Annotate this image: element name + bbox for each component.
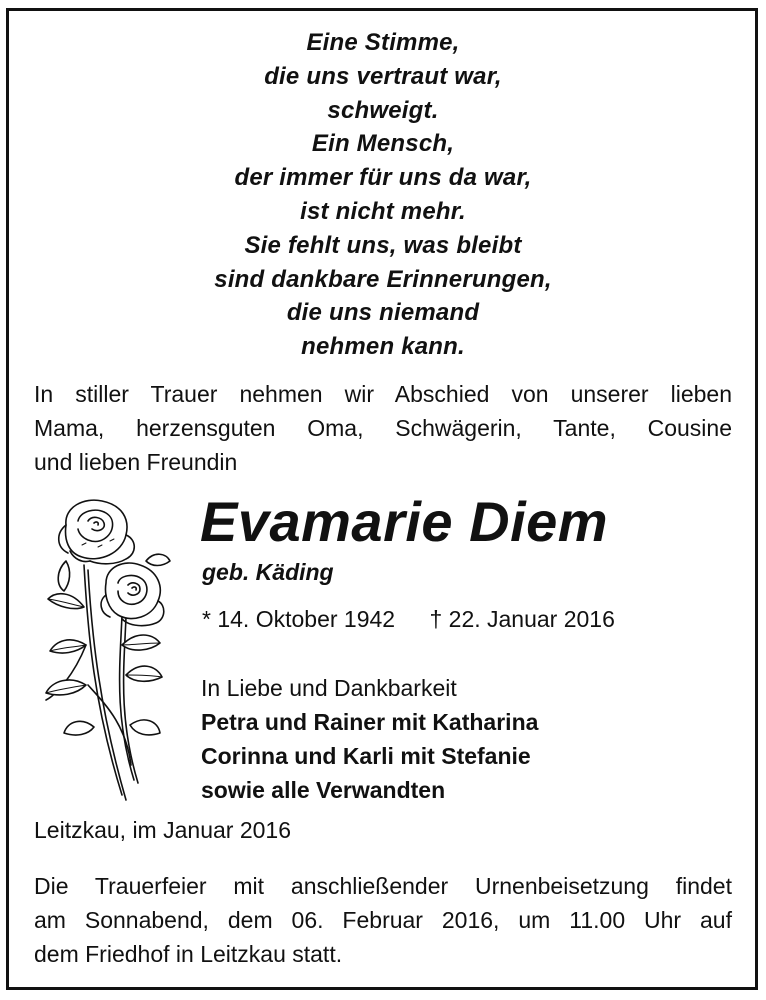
mourner-line: Petra und Rainer mit Katharina xyxy=(201,709,539,735)
funeral-line: dem Friedhof in Leitzkau statt. xyxy=(34,941,343,967)
intro-line: Mama, herzensguten Oma, Schwägerin, Tante, Cousine xyxy=(34,415,732,441)
poem xyxy=(0,26,766,364)
mourners-block xyxy=(201,671,538,807)
poem-line: ist nicht mehr. xyxy=(300,197,466,225)
roses-icon xyxy=(26,495,176,805)
intro-line: und lieben Freundin xyxy=(34,449,238,475)
poem-line: Sie fehlt uns, was bleibt xyxy=(244,231,522,259)
death-date: † 22. Januar 2016 xyxy=(429,606,615,632)
mourners-intro: In Liebe und Dankbarkeit xyxy=(201,675,457,701)
birth-date: * 14. Oktober 1942 xyxy=(202,606,396,632)
birth-name: geb. Käding xyxy=(202,559,334,585)
poem-line: die uns vertraut war, xyxy=(264,62,502,90)
intro-text xyxy=(34,377,732,479)
poem-line: Eine Stimme, xyxy=(306,29,460,56)
life-dates xyxy=(202,603,615,635)
poem-line: nehmen kann. xyxy=(301,333,465,361)
funeral-info xyxy=(34,869,732,971)
poem-line: Ein Mensch, xyxy=(311,130,455,158)
funeral-line: am Sonnabend, dem 06. Februar 2016, um 11.00 Uhr auf xyxy=(34,907,732,933)
intro-line: In stiller Trauer nehmen wir Abschied von unserer lieben xyxy=(34,381,732,407)
poem-line: schweigt. xyxy=(327,96,439,124)
mourner-line: Corinna und Karli mit Stefanie xyxy=(201,743,531,769)
poem-line: sind dankbare Erinnerungen, xyxy=(214,265,552,293)
place-date: Leitzkau, im Januar 2016 xyxy=(34,817,291,843)
mourner-line: sowie alle Verwandten xyxy=(201,777,446,803)
deceased-name: Evamarie Diem xyxy=(200,490,609,553)
funeral-line: Die Trauerfeier mit anschließender Urnenbeisetzung findet xyxy=(34,873,732,899)
poem-line: die uns niemand xyxy=(286,299,480,327)
poem-line: der immer für uns da war, xyxy=(234,164,532,192)
